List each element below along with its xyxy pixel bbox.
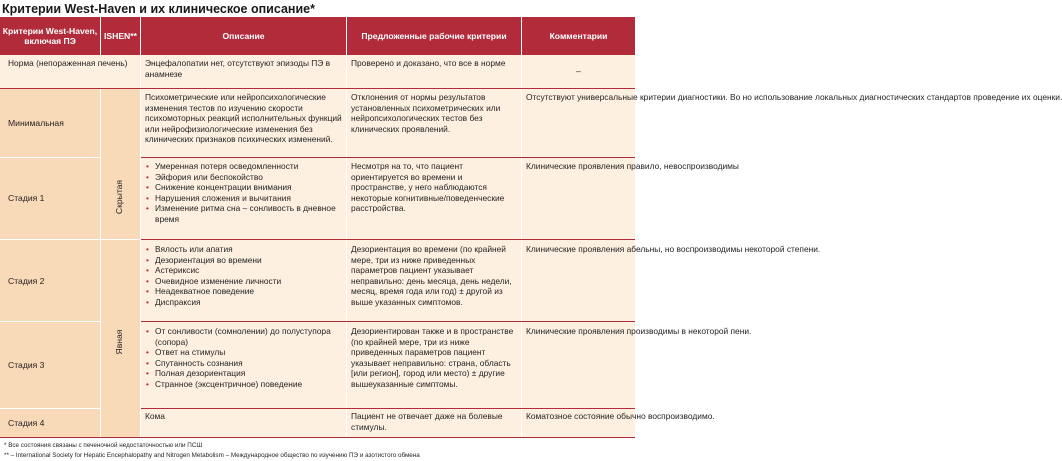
list-item: • Дезориентация во времени (145, 255, 342, 266)
header-ishen: ISHEN** (101, 17, 140, 55)
stage-2: Стадия 2 (8, 275, 45, 286)
table-bottom-line (0, 437, 635, 438)
list-item: • От сонливости (сомнолении) до полуступора (сопора) (145, 326, 342, 347)
ishen-divider (100, 239, 140, 240)
list-item: • Странное (эксцентричное) поведение (145, 379, 342, 390)
list-item: • Астериксис (145, 265, 342, 276)
description-norm: Энцефалопатии нет, отсутствуют эпизоды ПЭ в анамнезе (145, 58, 331, 79)
criteria-norm: Проверено и доказано, что все в норме (351, 58, 506, 68)
row-divider (0, 321, 100, 322)
description-minimal: Психометрические или нейропсихологические изменения тестов по изучению скорости психомоторных реакций исполнительных функций или нейрофизиологические изменения без клинических признаков психических изменений. (145, 92, 342, 145)
list-item: • Полная дезориентация (145, 368, 342, 379)
col-divider (346, 55, 347, 437)
list-item: • Вялость или апатия (145, 244, 342, 255)
criteria-stage-2: Дезориентация во времени (по крайней мере, три из ниже приведенных параметров пациент указывает неправильно: день месяца, день недели, месяц, время года или год) ± другой из выше указанных симптомов. (351, 244, 512, 307)
row-divider (141, 239, 635, 240)
header-criteria: Предложенные рабочие критерии (347, 17, 521, 55)
comment-stage-1: Клинические проявления правило, невоспроизводимы (526, 161, 739, 171)
footnote-2: ** – International Society for Hepatic Encephalopathy and Nitrogen Metabolism – Международное общество по изучению ПЭ и азотистого обмена (4, 452, 420, 459)
comment-norm: – (576, 66, 581, 76)
row-divider (0, 408, 100, 409)
list-item: • Диспраксия (145, 297, 342, 308)
stage-3: Стадия 3 (8, 360, 45, 370)
description-stage-4: Кома (145, 411, 165, 421)
stage-4: Стадия 4 (8, 418, 45, 428)
list-item: • Эйфория или беспокойство (145, 172, 342, 183)
row-divider (141, 321, 635, 322)
col-divider (521, 55, 522, 437)
stage-1: Стадия 1 (8, 193, 45, 203)
stage-minimal: Минимальная (8, 117, 64, 128)
list-item: • Изменение ритма сна – сонливость в дневное время (145, 203, 342, 224)
criteria-minimal: Отклонения от нормы результатов установленных психометрических или нейропсихологических тестов без клинических проявлений. (351, 92, 501, 134)
list-item: • Спутанность сознания (145, 358, 342, 369)
criteria-stage-4: Пациент не отвечает даже на болевые стимулы. (351, 411, 503, 432)
comment-minimal: Отсутствуют универсальные критерии диагностики. Во но использование локальных диагностических стандартов проведение их оценки. (526, 92, 1062, 102)
ishen-covert-label: Скрытая (114, 179, 124, 215)
row-divider (0, 239, 100, 240)
stage-norm: Норма (непораженная печень) (8, 58, 128, 68)
col-divider (100, 88, 101, 437)
page-title: Критерии West-Haven и их клиническое описание* (2, 2, 315, 16)
ishen-overt-label: Явная (114, 329, 124, 355)
comment-stage-4: Коматозное состояние обычно воспроизводимо. (526, 411, 715, 421)
list-item: • Очевидное изменение личности (145, 276, 342, 287)
list-item: • Умеренная потеря осведомленности (145, 161, 342, 172)
col-divider (140, 55, 141, 437)
list-item: • Снижение концентрации внимания (145, 182, 342, 193)
items-stage-2 (141, 242, 346, 321)
header-description: Описание (141, 17, 346, 55)
row-divider (141, 408, 635, 409)
criteria-stage-3: Дезориентирован также и в пространстве (по крайней мере, три из ниже приведенных параметров пациент указывает неправильно: страна, область [или регион], город или место) ± другие вышеуказанные симптомы. (351, 326, 514, 389)
row-divider (0, 88, 635, 89)
list-item: • Нарушения сложения и вычитания (145, 193, 342, 204)
header-west-haven: Критерии West-Haven, включая ПЭ (0, 17, 100, 55)
criteria-stage-1: Несмотря на то, что пациент ориентируется во времени и пространстве, у него наблюдаются некоторые когнитивные/поведенческие расстройства. (351, 161, 505, 214)
list-item: • Неадекватное поведение (145, 286, 342, 297)
list-item: • Ответ на стимулы (145, 347, 342, 358)
footnote-1: * Все состояния связаны с печеночной недостаточностью или ПСШ (4, 442, 203, 449)
comment-stage-2: Клинические проявления абельны, но воспроизводимы некоторой степени. (526, 244, 821, 254)
header-comments: Комментарии (522, 17, 635, 55)
comment-stage-3: Клинические проявления производимы в некоторой пени. (526, 326, 752, 336)
row-divider (141, 157, 635, 158)
row-divider (0, 157, 100, 158)
items-stage-1 (141, 159, 346, 239)
items-stage-3 (141, 324, 346, 408)
